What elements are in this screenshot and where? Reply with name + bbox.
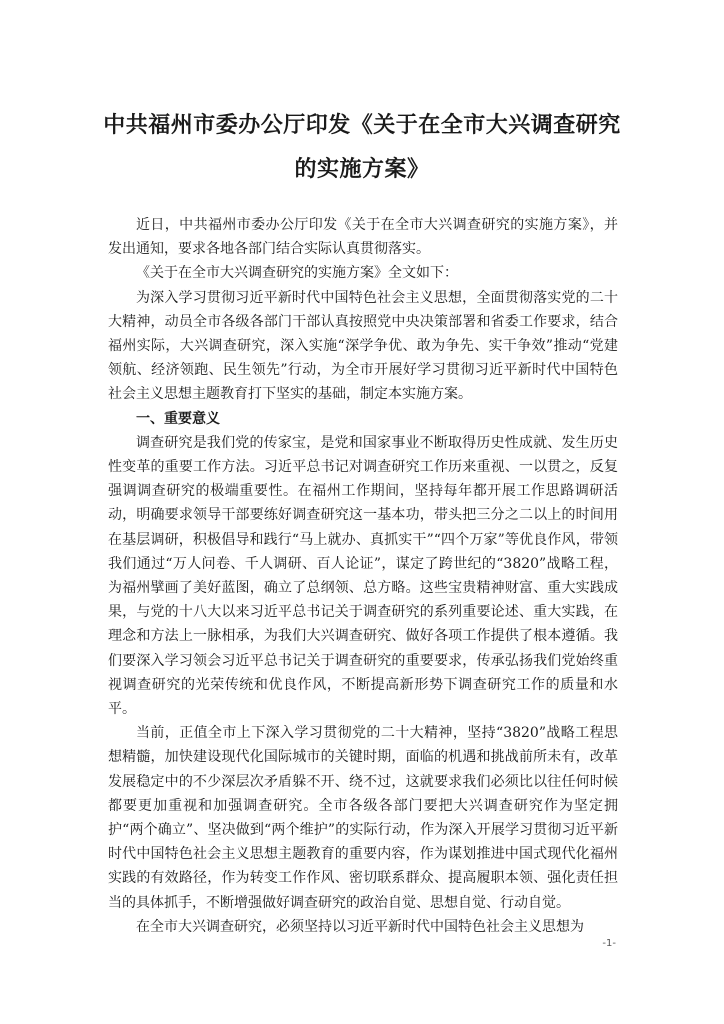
document-title-line-2: 的实施方案》 (294, 157, 430, 182)
paragraph-significance: 调查研究是我们党的传家宝，是党和国家事业不断取得历史性成就、发生历史性变革的重要工作方法。习近平总书记对调查研究工作历来重视、一以贯之，反复强调调查研究的极端重要性。在福州工作期间，坚持每年都开展工作思路调研活动，明确要求领导干部要练好调查研究这一基本功，带头把三分之二以上的时间用在基层调研，积极倡导和践行“马上就办、真抓实干”“四个万家”等优良作风，带领我们通过“万人问卷、千人调研、百人论证”，谋定了跨世纪的“3820”战略工程，为福州擘画了美好蓝图，确立了总纲领、总方略。这些宝贵精神财富、重大实践成果，与党的十八大以来习近平总书记关于调查研究的系列重要论述、重大实践，在理念和方法上一脉相承，为我们大兴调查研究、做好各项工作提供了根本遵循。我们要深入学习领会习近平总书记关于调查研究的重要要求，传承弘扬我们党始终重视调查研究的光荣传统和优良作风，不断提高新形势下调查研究工作的质量和水平。 (108, 434, 618, 718)
paragraph-current-situation: 当前，正值全市上下深入学习贯彻党的二十大精神，坚持“3820”战略工程思想精髓，加快建设现代化国际城市的关键时期，面临的机遇和挑战前所未有，改革发展稳定中的不少深层次矛盾躲不开、绕不过，这就要求我们必须比以往任何时候都要更加重视和加强调查研究。全市各级各部门要把大兴调查研究作为坚定拥护“两个确立”、坚决做到“两个维护”的实际行动，作为深入开展学习贯彻习近平新时代中国特色社会主义思想主题教育的重要内容，作为谋划推进中国式现代化福州实践的有效路径，作为转变工作作风、密切联系群众、提高履职本领、强化责任担当的具体抓手，不断增强做好调查研究的政治自觉、思想自觉、行动自觉。 (108, 725, 618, 911)
document-body (108, 213, 618, 939)
paragraph-intro: 近日，中共福州市委办公厅印发《关于在全市大兴调查研究的实施方案》，并发出通知，要求各地各部门结合实际认真贯彻落实。 (108, 217, 618, 258)
paragraph-continuation: 在全市大兴调查研究，必须坚持以习近平新时代中国特色社会主义思想为 (136, 918, 584, 935)
page-number: -1- (602, 938, 616, 949)
paragraph-fulltext-note: 《关于在全市大兴调查研究的实施方案》全文如下： (136, 265, 458, 282)
paragraph-preamble: 为深入学习贯彻习近平新时代中国特色社会主义思想，全面贯彻落实党的二十大精神，动员全市各级各部门干部认真按照党中央决策部署和省委工作要求，结合福州实际，大兴调查研究，深入实施“深学争优、敢为争先、实干争效”推动“党建领航、经济领跑、民生领先”行动，为全市开展好学习贯彻习近平新时代中国特色社会主义思想主题教育打下坚实的基础，制定本实施方案。 (108, 289, 618, 403)
section-heading: 一、重要意义 (136, 410, 220, 427)
document-title-line-1: 中共福州市委办公厅印发《关于在全市大兴调查研究 (103, 113, 621, 138)
